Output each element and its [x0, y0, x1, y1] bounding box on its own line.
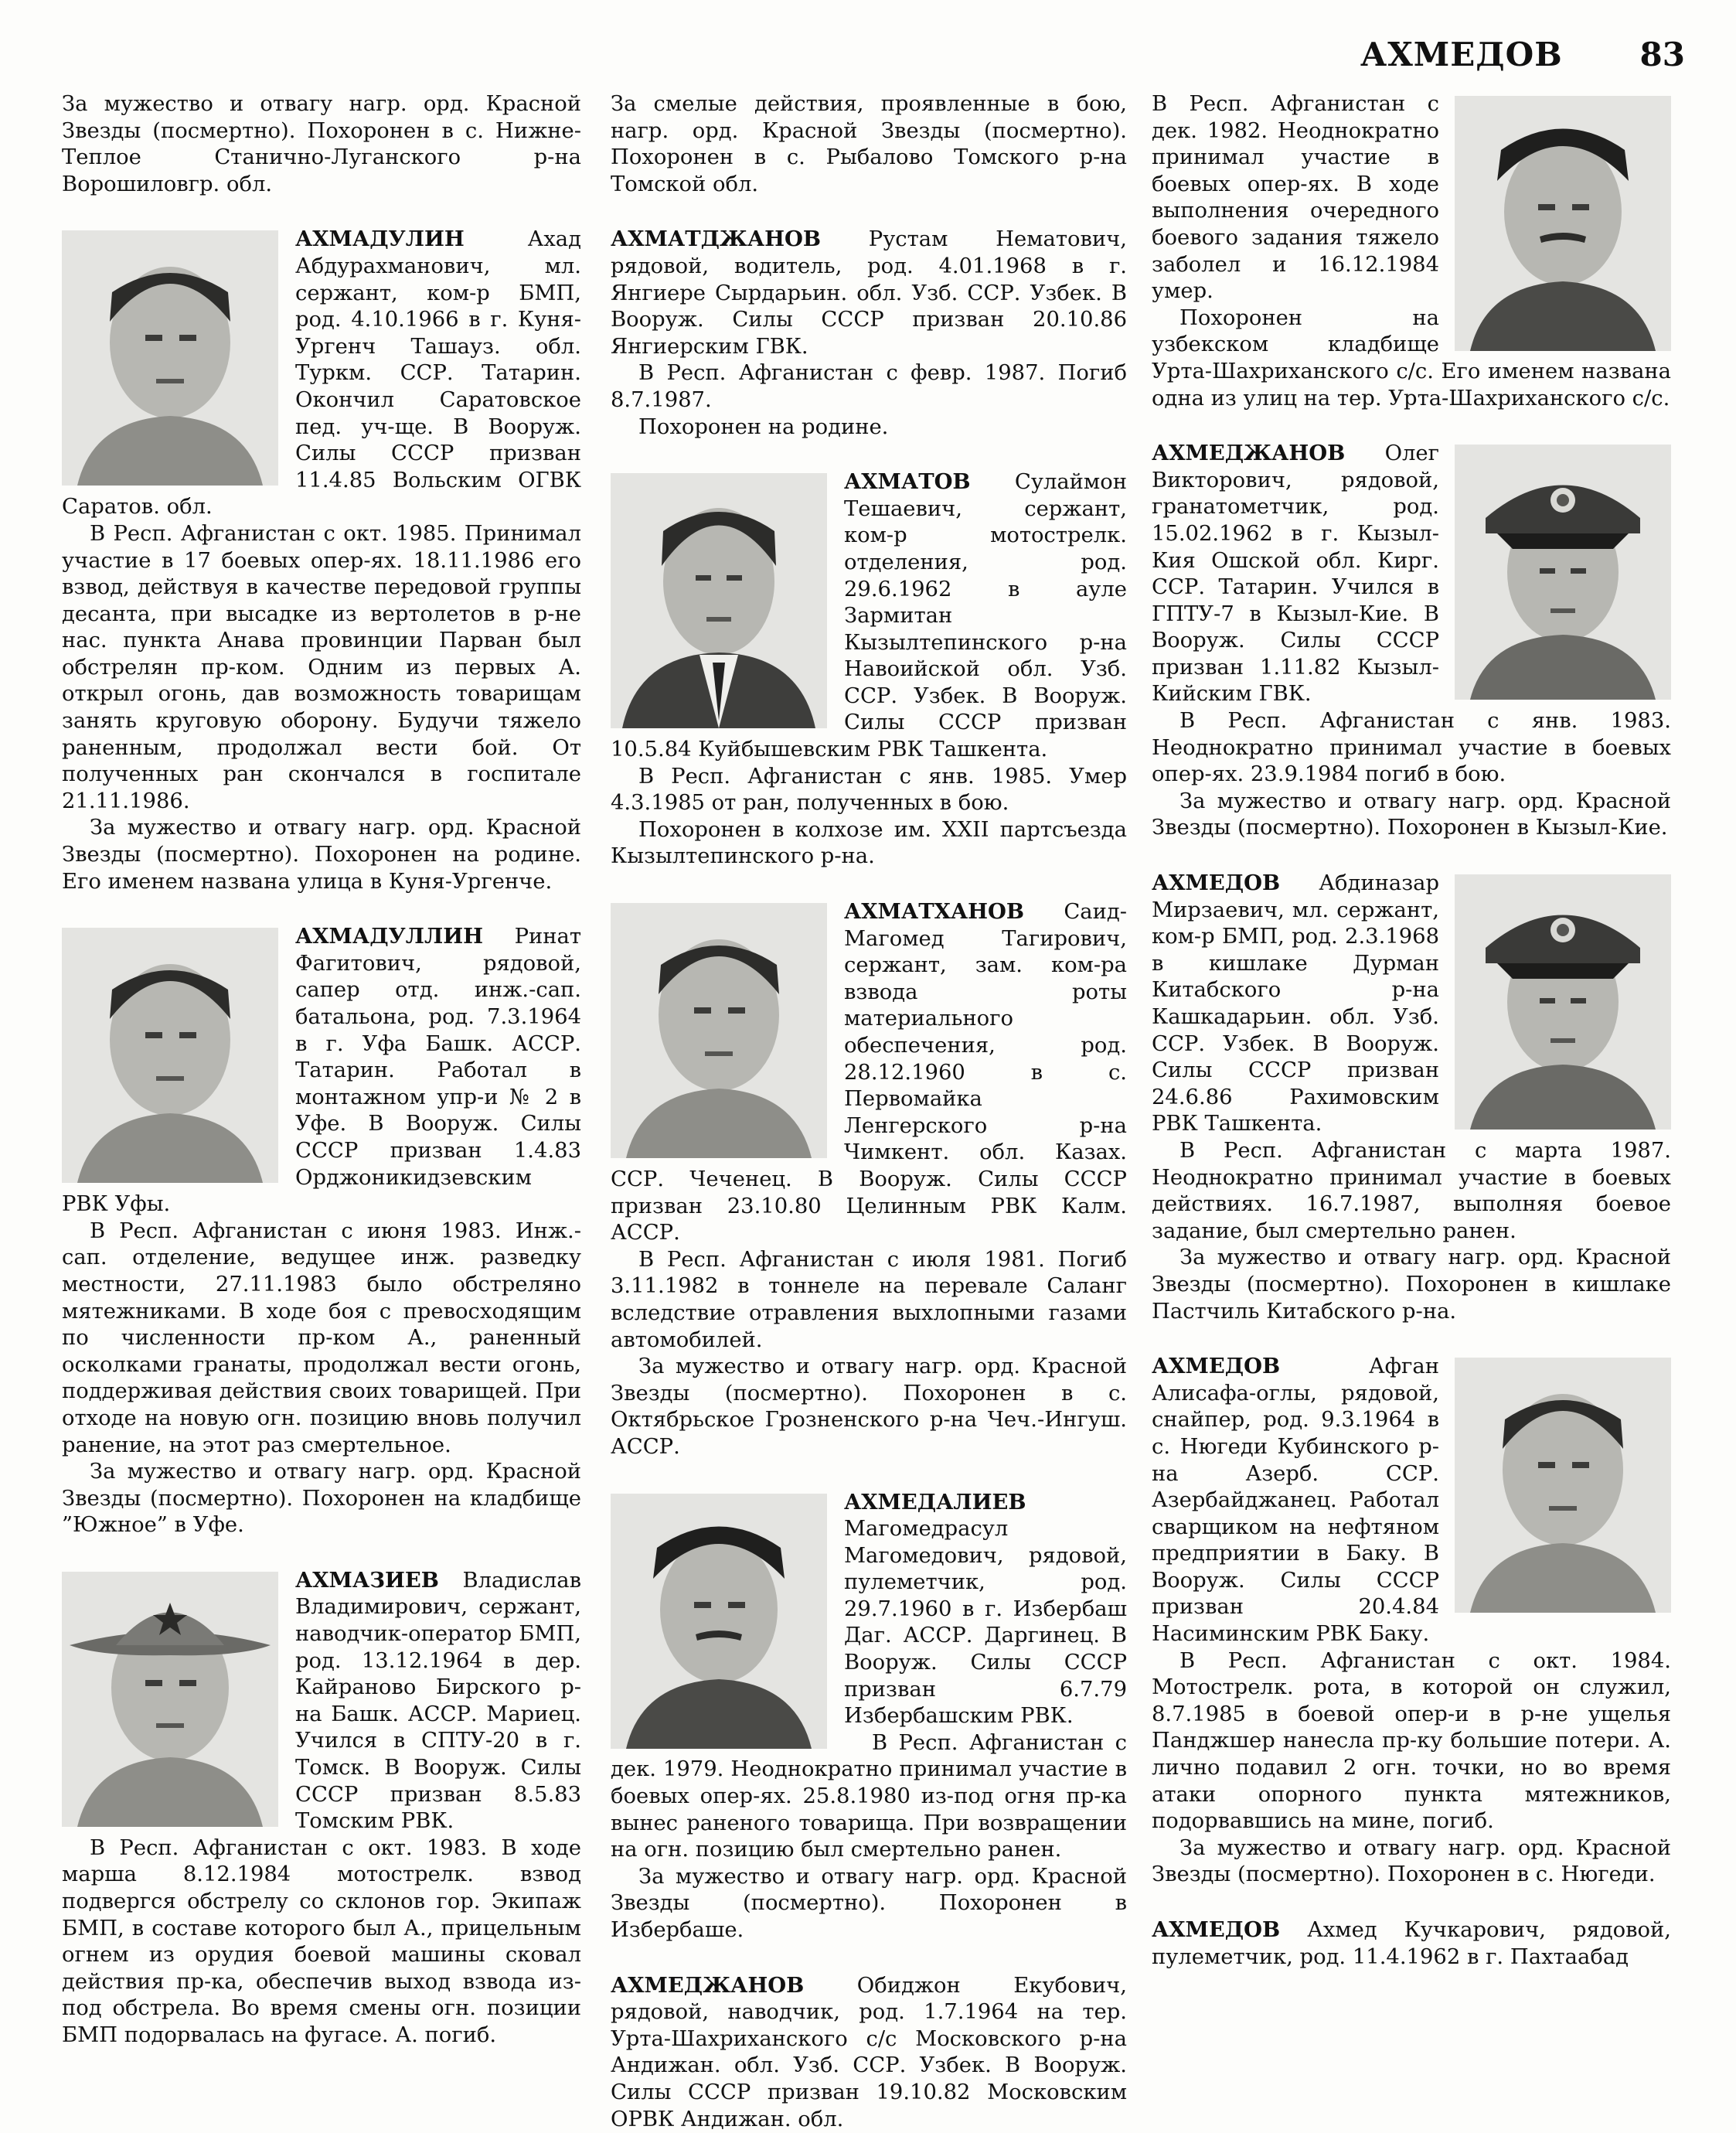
entry-name: АХМЕДОВ	[1152, 1917, 1281, 1942]
page-number: 83	[1639, 36, 1685, 73]
header-title: АХМЕДОВ	[1360, 36, 1563, 73]
entry-akhmedov-afgan	[1152, 1353, 1671, 1889]
entry-text: Рустам Нематович, рядовой, водитель, род. 4.01.1968 в г. Янгиере Сырдарьин. обл. Узб. ССР. Узбек. В Вооруж. Силы СССР призван 20.10.86 Янгиерским ГВК.	[611, 227, 1127, 359]
portrait-photo-image	[1455, 96, 1671, 351]
paragraph: В Респ. Афганистан с окт. 1984. Мотострелк. рота, в которой он служил, 8.7.1985 в боевой опер-и в р-не ущелья Панджшер нанесла пр-ку большие потери. А. лично подавил 2 огн. точки, но во время атаки опорного пункта мятежников, подорвавшись на мине, погиб.	[1152, 1648, 1671, 1834]
entry-akhmedov-abdinazar	[1152, 870, 1671, 1325]
entry-continuation	[62, 91, 581, 198]
entry-akhmedzhanov-oleg	[1152, 440, 1671, 842]
paragraph: За мужество и отвагу нагр. орд. Красной Звезды (посмертно). Похоронен в с. Октябрьское Грозненского р-на Чеч.-Ингуш. АССР.	[611, 1354, 1127, 1459]
entry-akhmedaliev	[611, 1489, 1127, 1944]
paragraph: В Респ. Афганистан с февр. 1987. Погиб 8.7.1987.	[611, 361, 1127, 412]
entry-name: АХМЕДОВ	[1152, 1354, 1281, 1379]
entry-name: АХМАТХАНОВ	[844, 899, 1025, 925]
entry-akhmatkhanov	[611, 898, 1127, 1460]
entry-akhmadulin	[62, 226, 581, 895]
portrait-photo	[1455, 445, 1671, 700]
entry-text: Магомедрасул Магомедович, рядовой, пулеметчик, род. 29.7.1960 в г. Избербаш Даг. АССР. Даргинец. В Вооруж. Силы СССР призван 6.7.79 Избербашским РВК.	[844, 1517, 1127, 1729]
paragraph: Похоронен на родине.	[638, 414, 889, 439]
paragraph	[611, 226, 1127, 360]
paragraph: В Респ. Афганистан с дек. 1979. Неоднократно принимал участие в боевых опер-ях. 25.8.1980 из-под огня пр-ка вынес раненого товарища. При возвращении на огн. позицию был смертельно ранен.	[611, 1730, 1127, 1862]
paragraph: Похоронен в колхозе им. XXII партсъезда Кызылтепинского р-на.	[611, 817, 1127, 869]
column-2	[611, 91, 1127, 2133]
column-3	[1152, 91, 1671, 1971]
entry-name: АХМАТОВ	[844, 469, 971, 495]
portrait-photo	[1455, 874, 1671, 1130]
entry-text: Ахмед Кучкарович, рядовой, пулеметчик, род. 11.4.1962 в г. Пахтаабад	[1152, 1918, 1671, 1969]
paragraph: За мужество и отвагу нагр. орд. Красной Звезды (посмертно). Похоронен в кишлаке Пастчиль Китабского р-на.	[1152, 1245, 1671, 1324]
portrait-photo-image	[62, 928, 278, 1183]
running-header	[1360, 36, 1685, 79]
entry-name: АХМЕДЖАНОВ	[611, 1972, 805, 1998]
entry-name: АХМЕДЖАНОВ	[1152, 441, 1346, 466]
paragraph	[1152, 1917, 1671, 1971]
entry-continuation	[611, 91, 1127, 198]
portrait-photo	[611, 903, 827, 1158]
entry-name: АХМАДУЛИН	[295, 227, 465, 252]
entry-text: Саид-Магомед Тагирович, сержант, зам. ком-ра взвода роты материального обеспечения, род. 28.12.1960 в с. Первомайка Ленгерского р-на Чимкент. обл. Казах. ССР. Чеченец. В Вооруж. Силы СССР призван 23.10.80 Целинным РВК Калм. АССР.	[611, 900, 1127, 1245]
paragraph: В Респ. Афганистан с дек. 1982. Неоднократно принимал участие в боевых опер-ях. В ходе выполнения очередного боевого задания тяжело заболел и 16.12.1984 умер.	[1152, 92, 1439, 304]
entry-text: Олег Викторович, рядовой, гранатометчик, род. 15.02.1962 в г. Кызыл-Кия Ошской обл. Кирг. ССР. Татарин. Учился в ГПТУ-7 в Кызыл-Кие. В Вооруж. Силы СССР призван 1.11.82 Кызыл-Кийским ГВК.	[1152, 441, 1439, 707]
entry-text: Обиджон Екубович, рядовой, наводчик, род. 1.7.1964 на тер. Урта-Шахриханского с/с Московского р-на Андижан. обл. Узб. ССР. Узбек. В Вооруж. Силы СССР призван 19.10.82 Московским ОРВК Андижан. обл.	[611, 1973, 1127, 2131]
entry-name: АХМАДУЛЛИН	[295, 924, 483, 949]
entry-text: Сулаймон Тешаевич, сержант, ком-р мотострелк. отделения, род. 29.6.1962 в ауле Зармитан Кызылтепинского р-на Навоийской обл. Узб. ССР. Узбек. В Вооруж. Силы СССР призван 10.5.84 Куйбышевским РВК Ташкента.	[611, 470, 1127, 762]
portrait-photo	[62, 928, 278, 1183]
entry-akhmedzhanov-obidzhon	[611, 1972, 1127, 2133]
paragraph	[611, 1972, 1127, 2133]
paragraph: За смелые действия, проявленные в бою, нагр. орд. Красной Звезды (посмертно). Похоронен в с. Рыбалово Томского р-на Томской обл.	[611, 92, 1127, 196]
entry-text: Ахад Абдурахманович, мл. сержант, ком-р БМП, род. 4.10.1966 в г. Куня-Ургенч Ташауз. обл. Туркм. ССР. Татарин. Окончил Саратовское пед. уч-ще. В Вооруж. Силы СССР призван 11.4.85 Вольским ОГВК Саратов. обл.	[62, 227, 581, 520]
entry-akhmadullin	[62, 923, 581, 1539]
portrait-photo	[1455, 1358, 1671, 1613]
paragraph: За мужество и отвагу нагр. орд. Красной Звезды (посмертно). Похоронен на кладбище ”Южное” в Уфе.	[62, 1460, 581, 1538]
paragraph: Похоронен на узбекском кладбище Урта-Шахриханского с/с. Его именем названа одна из улиц на тер. Урта-Шахриханского с/с.	[1152, 305, 1671, 411]
portrait-photo	[62, 230, 278, 486]
portrait-photo-image	[611, 1494, 827, 1749]
paragraph: За мужество и отвагу нагр. орд. Красной Звезды (посмертно). Похоронен в Кызыл-Кие.	[1152, 789, 1671, 840]
paragraph: В Респ. Афганистан с окт. 1983. В ходе марша 8.12.1984 мотострелк. взвод подвергся обстрелу со склонов гор. Экипаж БМП, в составе которого был А., прицельным огнем из орудия боевой машины сковал действия пр-ка, обеспечив выход взвода из-под обстрела. Во время смены огн. позиции БМП подорвалась на фугасе. А. погиб.	[62, 1835, 581, 2047]
entry-name: АХМАТДЖАНОВ	[611, 227, 822, 252]
portrait-photo	[62, 1572, 278, 1827]
portrait-photo-image	[611, 473, 827, 728]
portrait-photo-image	[1455, 445, 1671, 700]
paragraph: За мужество и отвагу нагр. орд. Красной Звезды (посмертно). Похоронен в с. Нижне-Теплое Станично-Луганского р-на Ворошиловгр. обл.	[62, 92, 581, 196]
entry-akhmedov-akhmed	[1152, 1917, 1671, 1971]
paragraph: За мужество и отвагу нагр. орд. Красной Звезды (посмертно). Похоронен в с. Нюгеди.	[1152, 1835, 1671, 1887]
column-1	[62, 91, 581, 2050]
entry-text: Абдиназар Мирзаевич, мл. сержант, ком-р БМП, род. 2.3.1968 в кишлаке Дурман Китабского р-на Кашкадарьин. обл. Узб. ССР. Узбек. В Вооруж. Силы СССР призван 24.6.86 Рахимовским РВК Ташкента.	[1152, 871, 1439, 1136]
entry-akhmaziev	[62, 1567, 581, 2050]
portrait-photo-image	[62, 1572, 278, 1827]
paragraph: В Респ. Афганистан с июля 1981. Погиб 3.11.1982 в тоннеле на перевале Саланг вследствие отравления выхлопными газами автомобилей.	[611, 1247, 1127, 1352]
portrait-photo	[611, 1494, 827, 1749]
paragraph: В Респ. Афганистан с янв. 1983. Неоднократно принимал участие в боевых опер-ях. 23.9.1984 погиб в бою.	[1152, 709, 1671, 787]
paragraph: В Респ. Афганистан с марта 1987. Неоднократно принимал участие в боевых действиях. 16.7.1987, выполняя боевое задание, был смертельно ранен.	[1152, 1138, 1671, 1243]
entry-name: АХМЕДОВ	[1152, 871, 1281, 896]
entry-text: Ринат Фагитович, рядовой, сапер отд. инж.-сап. батальона, род. 7.3.1964 в г. Уфа Башк. АССР. Татарин. Работал в монтажном упр-и № 2 в Уфе. В Вооруж. Силы СССР призван 1.4.83 Орджоникидзевским РВК Уфы.	[62, 925, 581, 1217]
entry-akhmatdzhanov	[611, 226, 1127, 441]
paragraph: В Респ. Афганистан с окт. 1985. Принимал участие в 17 боевых опер-ях. 18.11.1986 его взвод, действуя в качестве передовой группы десанта, при высадке из вертолетов в р-не нас. пункта Анава провинции Парван был обстрелян пр-ком. Одним из первых А. открыл огонь, дав возможность товарищам занять круговую оборону. Будучи тяжело раненным, продолжал вести бой. От полученных ран скончался в госпитале 21.11.1986.	[62, 521, 581, 813]
paragraph: В Респ. Афганистан с янв. 1985. Умер 4.3.1985 от ран, полученных в бою.	[611, 764, 1127, 816]
portrait-photo-image	[611, 903, 827, 1158]
portrait-photo-image	[62, 230, 278, 486]
entry-name: АХМЕДАЛИЕВ	[844, 1489, 1026, 1515]
entry-continuation	[1152, 91, 1671, 412]
paragraph: В Респ. Афганистан с июня 1983. Инж.-сап. отделение, ведущее инж. разведку местности, 27.11.1983 было обстреляно мятежниками. В ходе боя с превосходящим по численности пр-ком А., раненный осколками гранаты, продолжал вести огонь, поддерживая действия своих товарищей. При отходе на новую огн. позицию вновь получил ранение, на этот раз смертельное.	[62, 1218, 581, 1457]
entry-name: АХМАЗИЕВ	[295, 1567, 439, 1593]
entry-akhmatov	[611, 469, 1127, 871]
paragraph: За мужество и отвагу нагр. орд. Красной Звезды (посмертно). Похоронен в Избербаше.	[611, 1864, 1127, 1942]
entry-text: Владислав Владимирович, сержант, наводчик-оператор БМП, род. 13.12.1964 в дер. Кайраново Бирского р-на Башк. АССР. Мариец. Учился в СПТУ-20 в г. Томск. В Вооруж. Силы СССР призван 8.5.83 Томским РВК.	[295, 1568, 581, 1834]
portrait-photo	[1455, 96, 1671, 351]
entry-text: Афган Алисафа-оглы, рядовой, снайпер, род. 9.3.1964 в с. Нюгеди Кубинского р-на Азерб. ССР. Азербайджанец. Работал сварщиком на нефтяном предприятии в Баку. В Вооруж. Силы СССР призван 20.4.84 Насиминским РВК Баку.	[1152, 1354, 1439, 1647]
portrait-photo-image	[1455, 1358, 1671, 1613]
paragraph: За мужество и отвагу нагр. орд. Красной Звезды (посмертно). Похоронен на родине. Его именем названа улица в Куня-Ургенче.	[62, 816, 581, 894]
portrait-photo	[611, 473, 827, 728]
portrait-photo-image	[1455, 874, 1671, 1130]
